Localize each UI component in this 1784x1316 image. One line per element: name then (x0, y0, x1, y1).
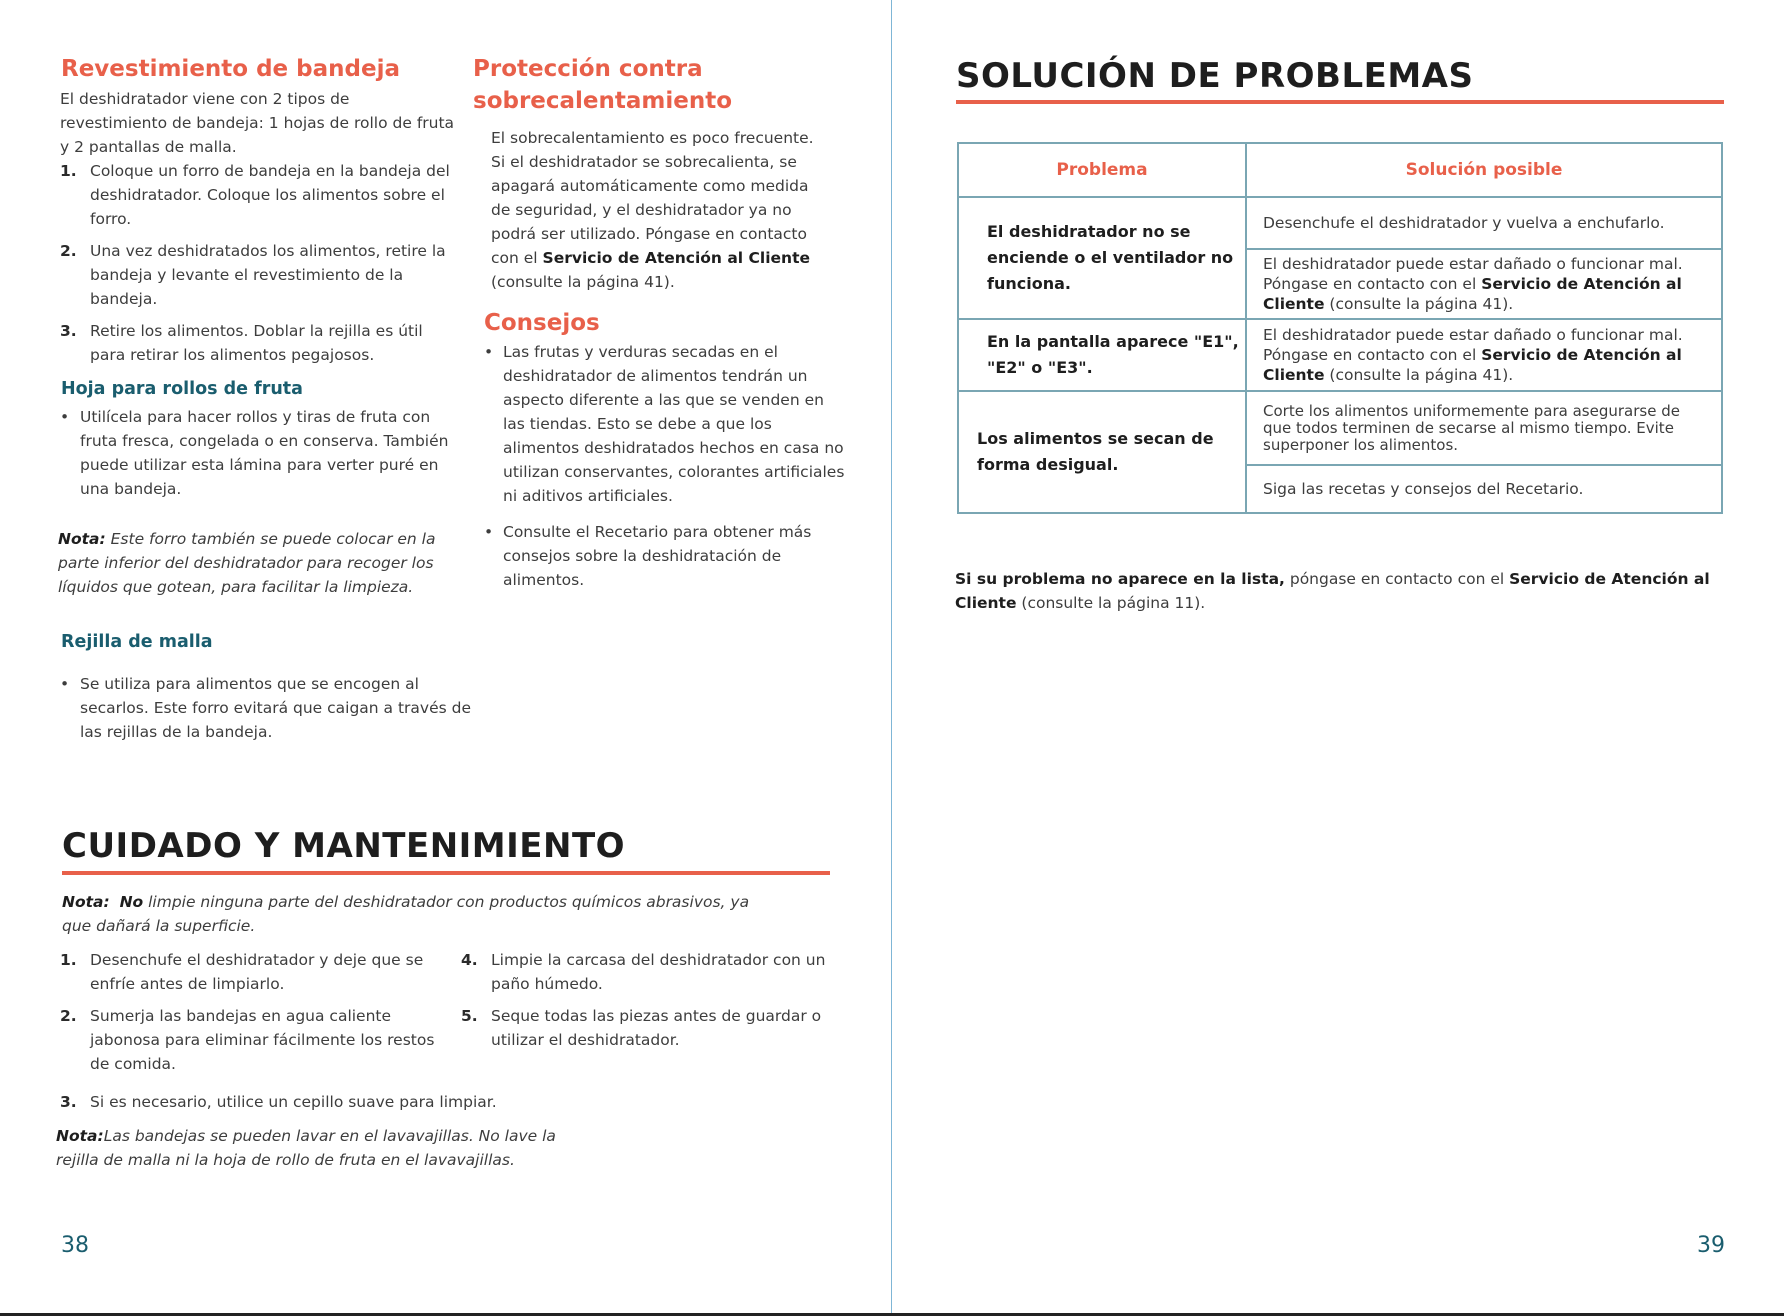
list-item: 3. Si es necesario, utilice un cepillo suave para limpiar. (60, 1093, 497, 1111)
troubleshooting-table (957, 142, 1723, 514)
table-row (959, 196, 1721, 318)
column-header-problema: Problema (959, 144, 1247, 196)
section-heading-proteccion: Protección contra sobrecalentamiento (473, 56, 733, 114)
problem-cell: El deshidratador no se enciende o el ventilador no funciona. (959, 198, 1247, 318)
list-item: • Se utiliza para alimentos que se encogen al secarlos. Este forro evitará que caigan a través de las rejillas de la bandeja. (60, 675, 472, 741)
left-page (0, 0, 891, 1316)
solution-cell (1247, 392, 1721, 512)
cuidado-note: Nota: No limpie ninguna parte del deshidratador con productos químicos abrasivos, ya que dañará la superficie. (62, 893, 750, 935)
list-item: • Las frutas y verduras secadas en el deshidratador de alimentos tendrán un aspecto diferente a las que se venden en las tiendas. Esto se debe a que los alimentos deshidratados hechos en casa no utilizan conservantes, colorantes artificiales ni aditivos artificiales. (484, 343, 845, 505)
solution-item: El deshidratador puede estar dañado o funcionar mal. Póngase en contacto con el Servicio de Atención al Cliente (consulte la página 41). (1247, 248, 1721, 318)
section-heading-consejos: Consejos (484, 310, 600, 336)
solution-cell (1247, 320, 1721, 390)
cuidado-steps-col1 (60, 948, 450, 1076)
list-item: 4. Limpie la carcasa del deshidratador con un paño húmedo. (461, 951, 826, 993)
list-item: 2. Sumerja las bandejas en agua caliente jabonosa para eliminar fácilmente los restos de comida. (60, 1007, 435, 1073)
solution-cell (1247, 198, 1721, 318)
page-spine (891, 0, 892, 1316)
list-item: • Utilícela para hacer rollos y tiras de fruta con fruta fresca, congelada o en conserva. También puede utilizar esta lámina para verter puré en una bandeja. (60, 408, 449, 498)
solution-item: El deshidratador puede estar dañado o funcionar mal. Póngase en contacto con el Servicio de Atención al Cliente (consulte la página 41). (1263, 326, 1683, 384)
heading-rule (956, 100, 1724, 104)
solution-item: Desenchufe el deshidratador y vuelva a enchufarlo. (1263, 214, 1665, 232)
section-heading-cuidado: CUIDADO Y MANTENIMIENTO (62, 826, 626, 866)
page-number: 38 (61, 1233, 89, 1258)
list-item: • Consulte el Recetario para obtener más consejos sobre la deshidratación de alimentos. (484, 523, 812, 589)
table-row (959, 390, 1721, 512)
hoja-bullet (60, 405, 470, 501)
solution-item: Corte los alimentos uniformemente para asegurarse de que todos terminen de secarse al mismo tiempo. Evite superponer los alimentos. (1263, 401, 1680, 454)
cuidado-note2: Nota:Las bandejas se pueden lavar en el lavavajillas. No lave la rejilla de malla ni la hoja de rollo de fruta en el lavavajillas. (56, 1127, 556, 1169)
consejos-bullets (484, 340, 846, 592)
table-header-row (959, 144, 1721, 196)
troubleshooting-footer: Si su problema no aparece en la lista, póngase en contacto con el Servicio de Atención al Cliente (consulte la página 11). (955, 570, 1710, 612)
heading-rule (62, 871, 830, 875)
column-header-solucion: Solución posible (1405, 160, 1563, 180)
list-item: 1. Coloque un forro de bandeja en la bandeja del deshidratador. Coloque los alimentos sobre el forro. (60, 162, 450, 228)
problem-cell: En la pantalla aparece "E1", "E2" o "E3". (959, 320, 1247, 390)
proteccion-text: El sobrecalentamiento es poco frecuente. Si el deshidratador se sobrecalienta, se apagará automáticamente como medida de seguridad, y el deshidratador ya no podrá ser utilizado. Póngase en contacto con el Servicio de Atención al Cliente (consulte la página 41). (491, 129, 814, 291)
problem-cell: Los alimentos se secan de forma desigual. (959, 392, 1247, 512)
list-item: 5. Seque todas las piezas antes de guardar o utilizar el deshidratador. (461, 1007, 822, 1049)
solution-item: Siga las recetas y consejos del Recetario. (1247, 464, 1721, 512)
list-item: 1. Desenchufe el deshidratador y deje que se enfríe antes de limpiarlo. (60, 951, 424, 993)
section-heading-revestimiento: Revestimiento de bandeja (61, 56, 400, 82)
revestimiento-steps (60, 159, 460, 367)
section-heading-hoja: Hoja para rollos de fruta (61, 379, 303, 399)
list-item: 2. Una vez deshidratados los alimentos, retire la bandeja y levante el revestimiento de la bandeja. (60, 242, 446, 308)
list-item: 3. Retire los alimentos. Doblar la rejilla es útil para retirar los alimentos pegajosos. (60, 322, 423, 364)
cuidado-steps-col2 (461, 948, 841, 1052)
page-number: 39 (1697, 1233, 1725, 1258)
section-heading-rejilla: Rejilla de malla (61, 632, 213, 652)
cuidado-step3 (60, 1090, 760, 1114)
rejilla-bullet (60, 672, 490, 744)
revestimiento-intro: El deshidratador viene con 2 tipos de revestimiento de bandeja: 1 hojas de rollo de fruta y 2 pantallas de malla. (60, 90, 455, 156)
section-heading-solucion: SOLUCIÓN DE PROBLEMAS (956, 56, 1474, 96)
table-row (959, 318, 1721, 390)
hoja-note: Nota: Este forro también se puede colocar en la parte inferior del deshidratador para recoger los líquidos que gotean, para facilitar la limpieza. (58, 530, 436, 596)
